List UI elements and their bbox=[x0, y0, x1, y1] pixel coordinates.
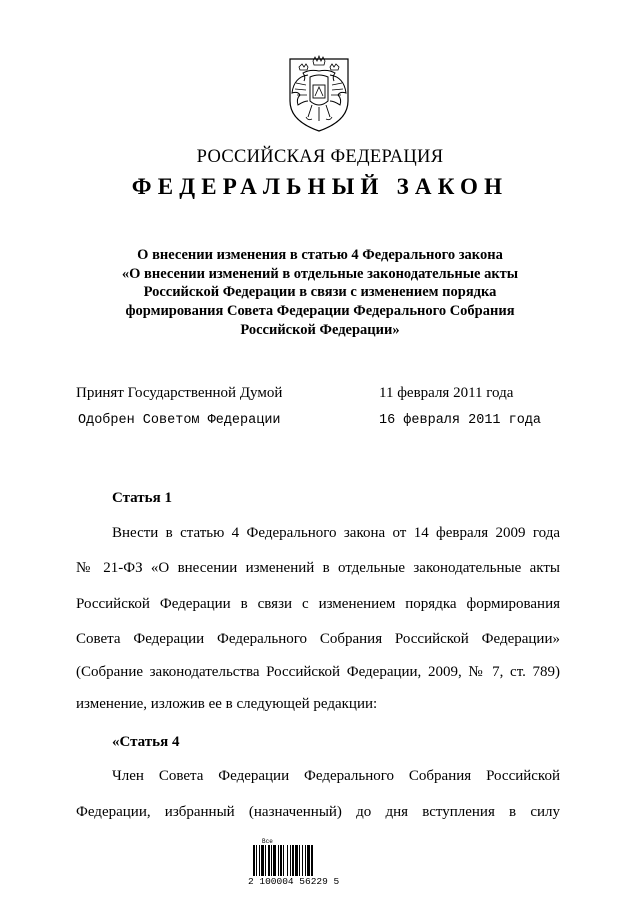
law-type: ФЕДЕРАЛЬНЫЙ ЗАКОН bbox=[131, 174, 509, 199]
barcode-bar bbox=[305, 845, 306, 876]
barcode-number: 2 100004 56229 5 bbox=[248, 876, 340, 887]
article-4-text-line: Федерации, избранный (назначенный) до дня вступления в силу bbox=[76, 804, 560, 820]
barcode-bar bbox=[287, 845, 288, 876]
article-1-text-line: Внести в статью 4 Федерального закона от 14 февраля 2009 года bbox=[112, 525, 560, 541]
coat-of-arms-emblem bbox=[286, 55, 352, 133]
barcode-bar bbox=[290, 845, 291, 876]
barcode-bar bbox=[295, 845, 298, 876]
barcode-bar bbox=[302, 845, 303, 876]
title-line: формирования Совета Федерации Федерального Собрания bbox=[125, 303, 515, 320]
barcode-bar bbox=[283, 845, 284, 876]
barcode bbox=[252, 845, 356, 876]
law-title bbox=[80, 246, 560, 340]
barcode-bar bbox=[256, 845, 257, 876]
barcode-bar bbox=[307, 845, 310, 876]
country-name: РОССИЙСКАЯ ФЕДЕРАЦИЯ bbox=[196, 147, 444, 167]
article-1-text-line: Российской Федерации в связи с изменением порядка формирования bbox=[76, 596, 560, 612]
barcode-bar bbox=[268, 845, 270, 876]
barcode-bar bbox=[292, 845, 294, 876]
barcode-bar bbox=[259, 845, 260, 876]
title-line: О внесении изменения в статью 4 Федерального закона bbox=[137, 247, 503, 263]
article-4-heading: «Статья 4 bbox=[112, 734, 180, 750]
barcode-bar bbox=[265, 845, 266, 876]
article-4-text-line: Член Совета Федерации Федерального Собрания Российской bbox=[112, 768, 560, 784]
barcode-bar bbox=[311, 845, 313, 876]
barcode-bar bbox=[253, 845, 255, 876]
barcode-bar bbox=[261, 845, 264, 876]
title-line: Российской Федерации» bbox=[240, 321, 400, 338]
article-1-text-line: (Собрание законодательства Российской Федерации, 2009, № 7, ст. 789) bbox=[76, 664, 560, 680]
barcode-mark: Все bbox=[262, 838, 273, 845]
barcode-bar bbox=[299, 845, 300, 876]
article-1-text-line: изменение, изложив ее в следующей редакции: bbox=[76, 696, 378, 712]
duma-adoption-label: Принят Государственной Думой bbox=[76, 385, 283, 401]
title-line: Российской Федерации в связи с изменением порядка bbox=[143, 284, 497, 301]
duma-adoption-date: 11 февраля 2011 года bbox=[379, 385, 514, 401]
title-line: «О внесении изменений в отдельные законодательные акты bbox=[121, 265, 519, 282]
council-approval-label: Одобрен Советом Федерации bbox=[78, 413, 281, 428]
barcode-bar bbox=[280, 845, 282, 876]
barcode-bar bbox=[273, 845, 276, 876]
article-1-heading: Статья 1 bbox=[112, 490, 172, 506]
barcode-bar bbox=[271, 845, 272, 876]
article-1-text-line: № 21-ФЗ «О внесении изменений в отдельные законодательные акты bbox=[76, 560, 560, 576]
barcode-bar bbox=[278, 845, 279, 876]
article-1-text-line: Совета Федерации Федерального Собрания Российской Федерации» bbox=[76, 631, 560, 647]
council-approval-date: 16 февраля 2011 года bbox=[379, 413, 542, 428]
